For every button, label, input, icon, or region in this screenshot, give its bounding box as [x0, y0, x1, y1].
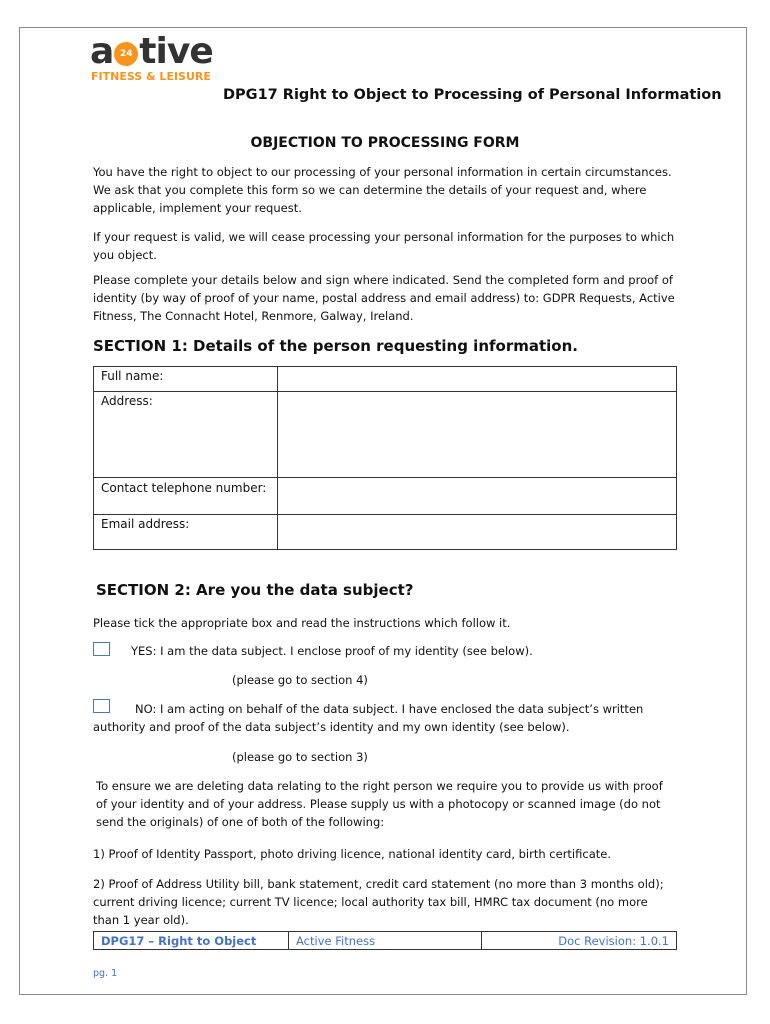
details-table: [93, 366, 677, 550]
telephone-field[interactable]: [278, 478, 677, 515]
full-name-label: Full name:: [94, 367, 278, 392]
proof-instructions: To ensure we are deleting data relating to the right person we require you to provide us with proof of your identity and of your address. Please supply us with a photocopy or scanned image (do not send the originals) of one of both of the following:: [96, 779, 663, 829]
page-number: pg. 1: [93, 968, 118, 979]
intro-paragraph-2: If your request is valid, we will cease processing your personal information for the purposes to which you object.: [93, 230, 675, 262]
email-label: Email address:: [94, 515, 278, 550]
no-option-text: NO: I am acting on behalf of the data subject. I have enclosed the data subject’s written authority and proof of the data subject’s identity and my own identity (see below).: [93, 702, 644, 734]
logo-24-badge: 24: [114, 42, 138, 66]
yes-option-text: YES: I am the data subject. I enclose proof of my identity (see below).: [131, 644, 533, 658]
form-title: OBJECTION TO PROCESSING FORM: [250, 135, 520, 151]
intro-paragraph-3: Please complete your details below and sign where indicated. Send the completed form and proof of identity (by way of proof of your name, postal address and email address) to: GDPR Requests, Active Fitness, The Connacht Hotel, Renmore, Galway, Ireland.: [93, 273, 675, 323]
intro-paragraph-1: You have the right to object to our processing of your personal information in certain circumstances. We ask that you complete this form so we can determine the details of your request and, where applicable, implement your request.: [93, 165, 672, 215]
footer-doc-name: DPG17 – Right to Object: [94, 932, 289, 950]
logo-word-tive: tive: [139, 31, 213, 72]
active-logo: [90, 32, 213, 72]
footer-revision: Doc Revision: 1.0.1: [482, 932, 677, 950]
full-name-field[interactable]: [278, 367, 677, 392]
logo-letter-a: a: [90, 31, 114, 72]
proof-of-address: 2) Proof of Address Utility bill, bank statement, credit card statement (no more than 3 months old); current driving licence; current TV licence; local authority tax bill, HMRC tax document (no more than 1 year old).: [93, 877, 664, 927]
footer-organisation: Active Fitness: [289, 932, 482, 950]
yes-option-note: (please go to section 4): [232, 673, 368, 687]
no-option-note: (please go to section 3): [232, 750, 368, 764]
tick-instruction: Please tick the appropriate box and read the instructions which follow it.: [93, 616, 511, 630]
telephone-label: Contact telephone number:: [94, 478, 278, 515]
document-title: DPG17 Right to Object to Processing of Personal Information: [223, 87, 722, 103]
logo-tagline: FITNESS & LEISURE: [91, 70, 211, 83]
footer-table: [93, 931, 677, 950]
yes-checkbox[interactable]: [93, 642, 110, 656]
address-field[interactable]: [278, 392, 677, 478]
email-field[interactable]: [278, 515, 677, 550]
address-label: Address:: [94, 392, 278, 478]
proof-of-identity: 1) Proof of Identity Passport, photo driving licence, national identity card, birth certificate.: [93, 847, 611, 861]
section-2-title: SECTION 2: Are you the data subject?: [96, 581, 414, 599]
section-1-title: SECTION 1: Details of the person requesting information.: [93, 337, 578, 355]
